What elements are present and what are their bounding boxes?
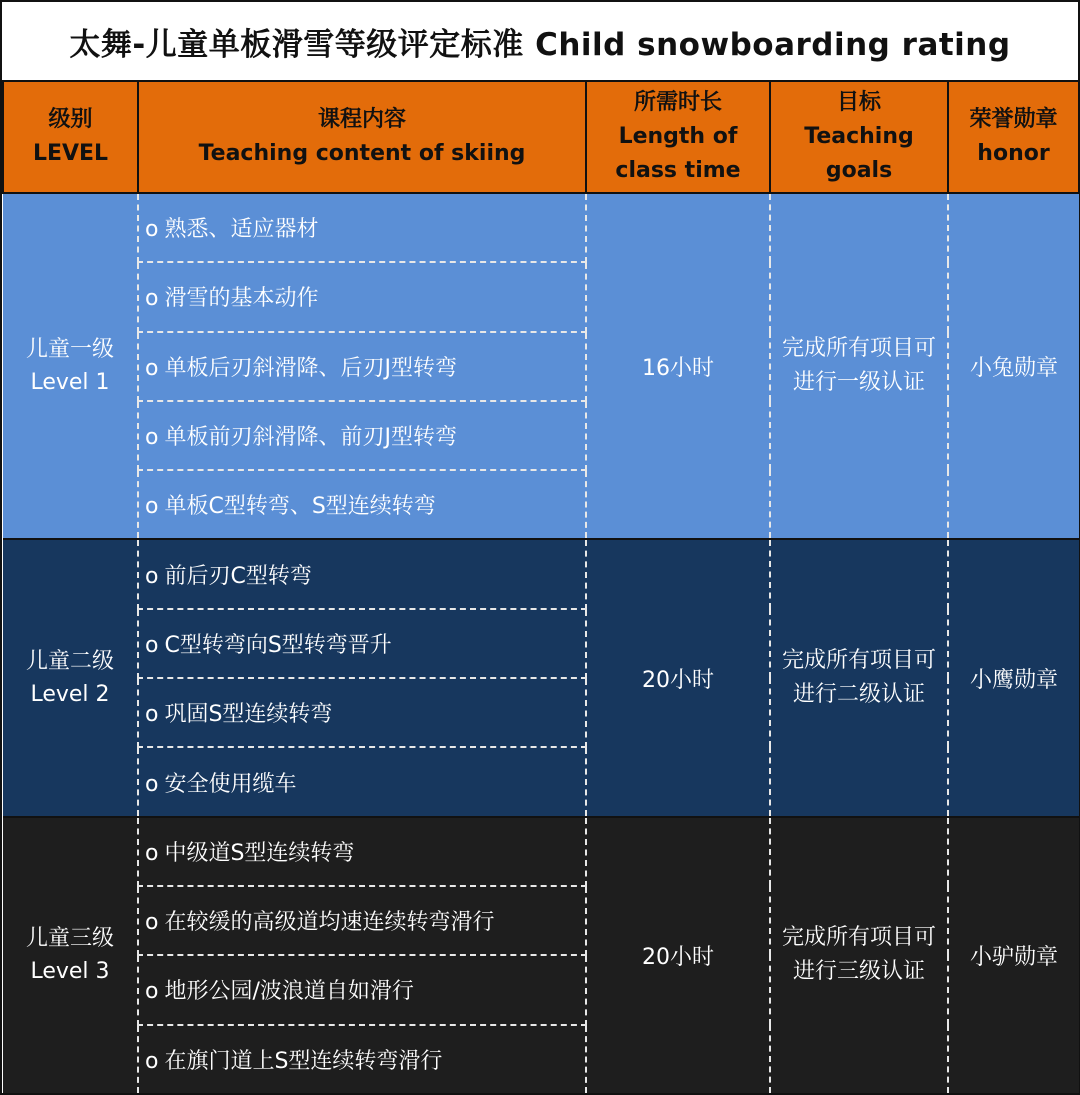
- honor-cell: 小兔勋章: [948, 193, 1079, 539]
- content-item: o 在较缓的高级道均速连续转弯滑行: [138, 886, 586, 955]
- header-time: 所需时长 Length of class time: [586, 81, 770, 193]
- bullet-icon: o: [145, 840, 159, 866]
- level-3-cell: 儿童三级 Level 3: [3, 817, 138, 1093]
- time-cell: 20小时: [586, 817, 770, 1093]
- honor-cell: 小鹰勋章: [948, 539, 1079, 816]
- header-content: 课程内容 Teaching content of skiing: [138, 81, 586, 193]
- content-item: o 中级道S型连续转弯: [138, 817, 586, 886]
- header-goal: 目标 Teaching goals: [770, 81, 948, 193]
- bullet-icon: o: [145, 286, 159, 312]
- content-item: o 前后刃C型转弯: [138, 539, 586, 608]
- page-title: 太舞-儿童单板滑雪等级评定标准 Child snowboarding rating: [2, 2, 1078, 82]
- table-row: [3, 193, 1079, 262]
- content-item: o C型转弯向S型转弯晋升: [138, 609, 586, 678]
- bullet-icon: o: [145, 979, 159, 1005]
- bullet-icon: o: [145, 632, 159, 658]
- bullet-icon: o: [145, 771, 159, 797]
- bullet-icon: o: [145, 910, 159, 936]
- goal-cell: 完成所有项目可 进行二级认证: [770, 539, 948, 816]
- honor-cell: 小驴勋章: [948, 817, 1079, 1093]
- content-item: o 单板后刃斜滑降、后刃J型转弯: [138, 332, 586, 401]
- content-item: o 巩固S型连续转弯: [138, 678, 586, 747]
- header-level: 级别 LEVEL: [3, 81, 138, 193]
- bullet-icon: o: [145, 563, 159, 589]
- content-item: o 地形公园/波浪道自如滑行: [138, 955, 586, 1024]
- level-2-cell: 儿童二级 Level 2: [3, 539, 138, 816]
- bullet-icon: o: [145, 702, 159, 728]
- goal-cell: 完成所有项目可 进行一级认证: [770, 193, 948, 539]
- content-item: o 安全使用缆车: [138, 747, 586, 816]
- bullet-icon: o: [145, 494, 159, 520]
- content-item: o 单板C型转弯、S型连续转弯: [138, 470, 586, 539]
- table-row: [3, 539, 1079, 608]
- content-item: o 在旗门道上S型连续转弯滑行: [138, 1025, 586, 1093]
- bullet-icon: o: [145, 355, 159, 381]
- time-cell: 20小时: [586, 539, 770, 816]
- rating-table: [2, 80, 1080, 1093]
- time-cell: 16小时: [586, 193, 770, 539]
- table-row: [3, 817, 1079, 886]
- bullet-icon: o: [145, 425, 159, 451]
- content-item: o 熟悉、适应器材: [138, 193, 586, 262]
- bullet-icon: o: [145, 217, 159, 243]
- content-item: o 单板前刃斜滑降、前刃J型转弯: [138, 401, 586, 470]
- header-row: [3, 81, 1079, 193]
- level-1-cell: 儿童一级 Level 1: [3, 193, 138, 539]
- bullet-icon: o: [145, 1048, 159, 1074]
- goal-cell: 完成所有项目可 进行三级认证: [770, 817, 948, 1093]
- header-honor: 荣誉勋章 honor: [948, 81, 1079, 193]
- content-item: o 滑雪的基本动作: [138, 262, 586, 331]
